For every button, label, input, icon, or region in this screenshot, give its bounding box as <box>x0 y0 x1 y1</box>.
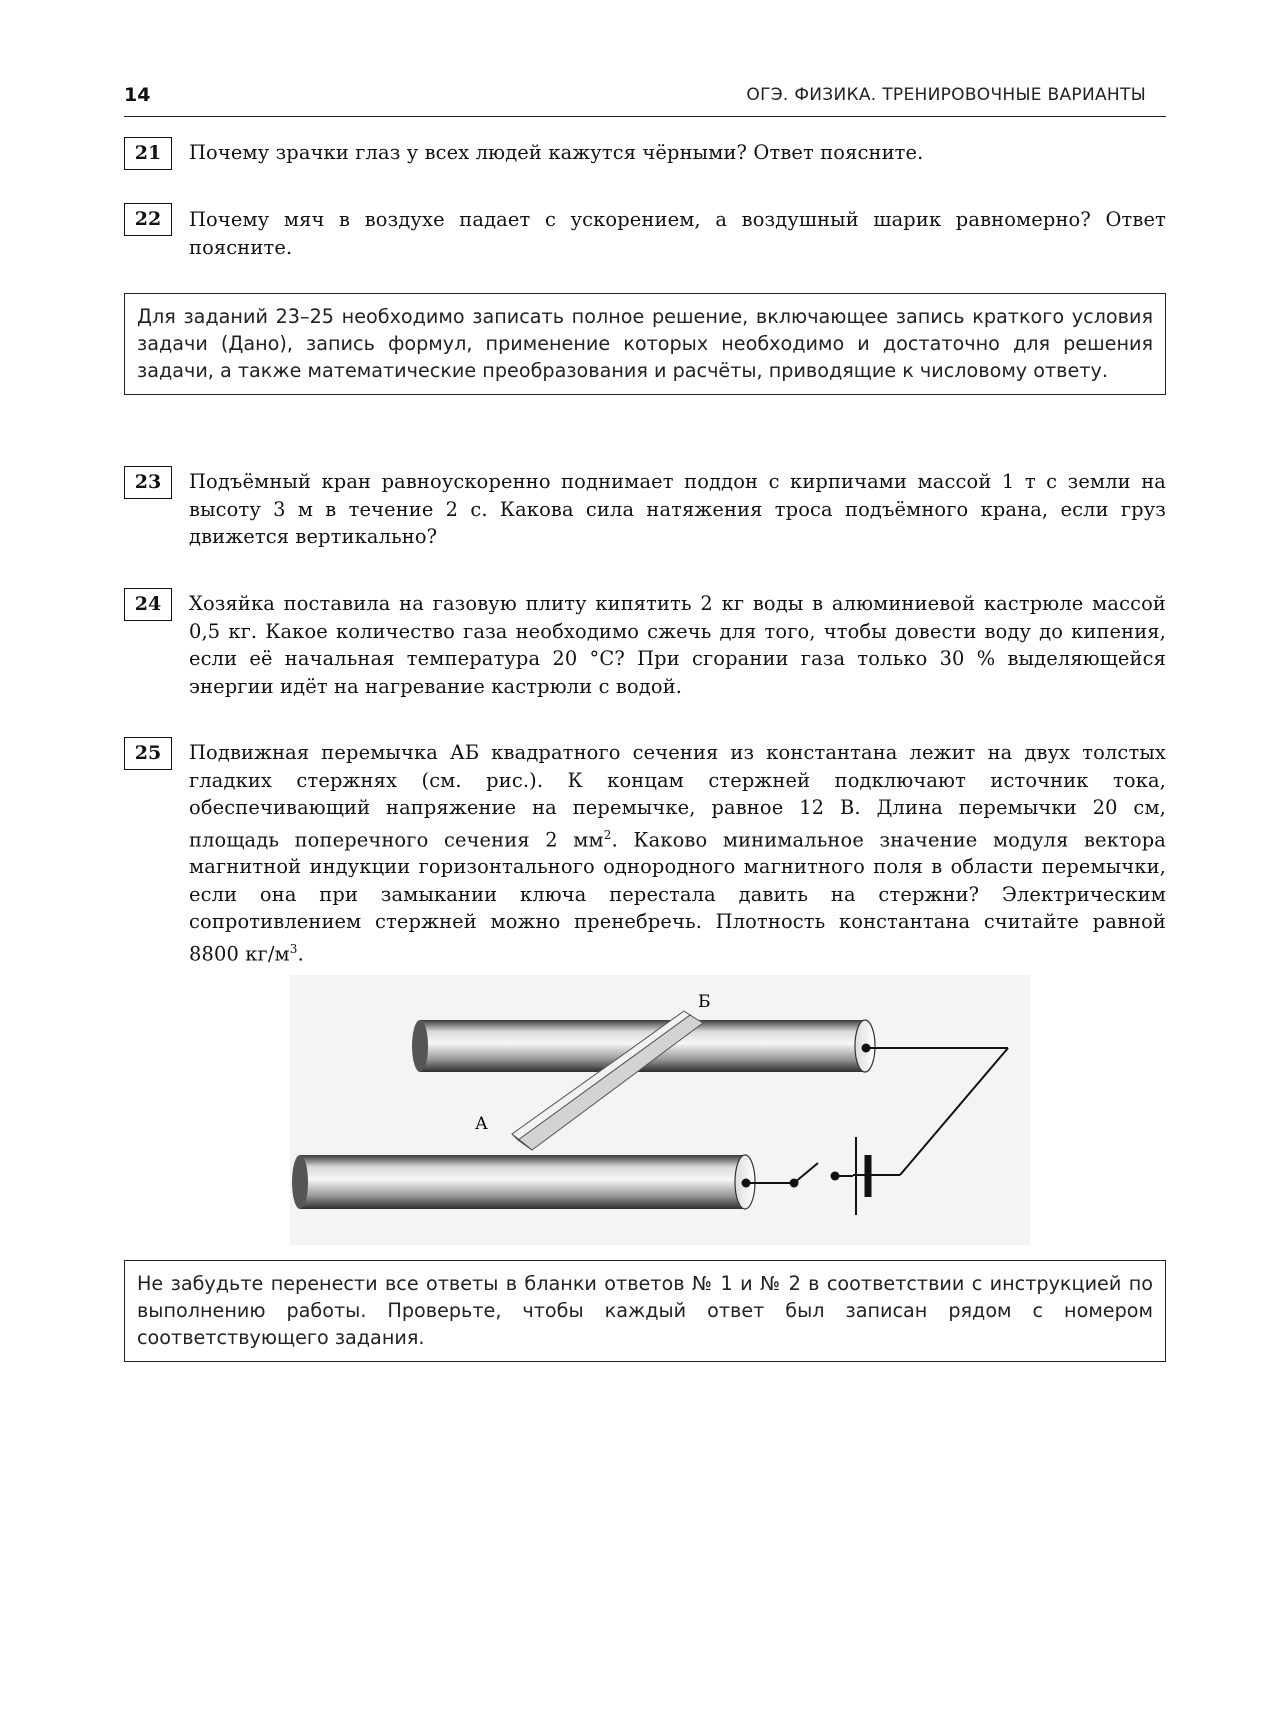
switch-contact-left <box>790 1179 799 1188</box>
question-25-text <box>189 739 1166 968</box>
question-25-text-part2: . Каково минимальное значение модуля вектора магнитной индукции горизонтального однородного магнитного поля в области перемычки, если она при замыкании ключа перестала давить на стержни? Электрическим сопротивлением стержней можно пренебречь. Плотность константана считайте равной 8800 кг/м <box>189 827 1166 966</box>
question-21-number: 21 <box>124 137 172 170</box>
instruction-box: Для заданий 23–25 необходимо записать полное решение, включающее запись краткого условия задачи (Дано), запись формул, применение которых необходимо и достаточно для решения задачи, а также математические преобразования и расчёты, приводящие к числовому ответу. <box>124 293 1166 395</box>
footer-reminder-box: Не забудьте перенести все ответы в бланки ответов № 1 и № 2 в соответствии с инструкцией по выполнению работы. Проверьте, чтобы каждый ответ был записан рядом с номером соответствующего задания. <box>124 1260 1166 1362</box>
question-22-number: 22 <box>124 203 172 236</box>
switch-contact-right <box>831 1172 840 1181</box>
header-rule <box>124 116 1166 117</box>
question-25-sup-area: 2 <box>603 827 612 842</box>
running-title: ОГЭ. ФИЗИКА. ТРЕНИРОВОЧНЫЕ ВАРИАНТЫ <box>746 85 1146 105</box>
question-25-text-part1: Подвижная перемычка АБ квадратного сечения из константана лежит на двух толстых гладких стержнях (см. рис.). К концам стержней подключают источник тока, обеспечивающий напряжение на перемычке, равное 12 В. Длина перемычки 20 см, площадь поперечного сечения 2 мм <box>189 741 1166 851</box>
circuit-diagram <box>290 975 1030 1245</box>
question-21-text: Почему зрачки глаз у всех людей кажутся чёрными? Ответ поясните. <box>189 141 924 164</box>
question-25-number: 25 <box>124 737 172 770</box>
question-24-number: 24 <box>124 588 172 621</box>
question-22-text: Почему мяч в воздухе падает с ускорением, а воздушный шарик равномерно? Ответ поясните. <box>189 208 1166 259</box>
question-25-text-part3: . <box>297 942 304 966</box>
question-24-text: Хозяйка поставила на газовую плиту кипятить 2 кг воды в алюминиевой кастрюле массой 0,5 кг. Какое количество газа необходимо сжечь для того, чтобы довести воду до кипения, если её начальная температура 20 °С? При сгорании газа только 30 % выделяющейся энергии идёт на нагревание кастрюли с водой. <box>189 592 1166 698</box>
question-23-number: 23 <box>124 466 172 499</box>
label-b: Б <box>698 992 711 1012</box>
question-23-text: Подъёмный кран равноускоренно поднимает поддон с кирпичами массой 1 т с земли на высоту 3 м в течение 2 с. Какова сила натяжения троса подъёмного крана, если груз движется вертикально? <box>189 470 1166 548</box>
page-number: 14 <box>124 84 151 106</box>
question-25-sup-volume: 3 <box>289 941 298 956</box>
lower-rod <box>292 1155 755 1209</box>
label-a: А <box>475 1114 488 1134</box>
circuit-figure <box>290 975 1030 1245</box>
